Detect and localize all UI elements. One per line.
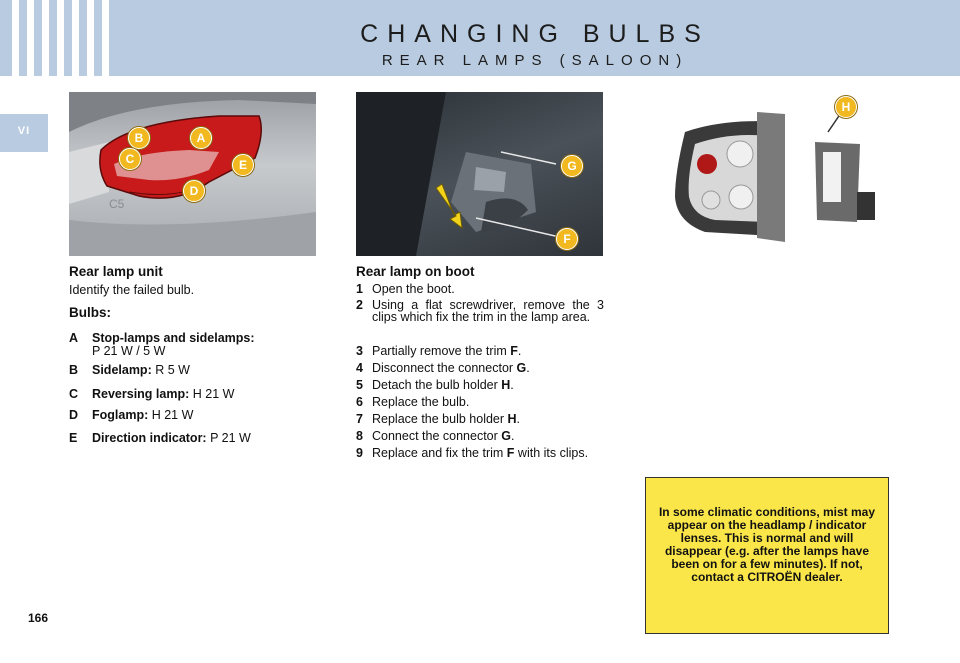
callout-e: E <box>232 154 254 176</box>
page-subtitle: REAR LAMPS (SALOON) <box>381 52 689 69</box>
callout-c: C <box>119 148 141 170</box>
step-number: 5 <box>356 378 363 392</box>
step-number: 7 <box>356 412 363 426</box>
bulb-value: P 21 W <box>210 431 251 445</box>
callout-f: F <box>556 228 578 250</box>
bulb-letter: C <box>69 387 79 401</box>
bulb-letter: E <box>69 431 78 445</box>
bulb-name: Direction indicator: P 21 W <box>92 431 251 445</box>
bulb-value: H 21 W <box>151 408 194 422</box>
callout-h: H <box>835 96 857 118</box>
header-stripe <box>87 0 94 76</box>
climate-note-box: In some climatic conditions, mist may appear on the headlamp / indicator lenses. This is normal and will disappear (e.g. after the lamps have been on for a few minutes). If not, contact a CITROËN dealer. <box>645 477 889 634</box>
page-number: 166 <box>28 611 49 625</box>
header-stripe <box>57 0 64 76</box>
bulb-letter: A <box>69 331 79 345</box>
bulb-name: Sidelamp: R 5 W <box>92 363 190 377</box>
header-stripe <box>27 0 34 76</box>
step-text: Using a flat screwdriver, remove the 3 clips which fix the trim in the lamp area. <box>372 298 604 324</box>
bulb-value: P 21 W / 5 W <box>92 344 166 358</box>
bulb-holder-illustration <box>645 92 890 256</box>
step-text: Connect the connector G. <box>372 429 515 443</box>
rear-lamp-illustration <box>69 92 316 256</box>
bulb-item-b <box>69 364 309 378</box>
bulb-name: Foglamp: H 21 W <box>92 408 194 422</box>
step-text: Disconnect the connector G. <box>372 361 530 375</box>
step-number: 2 <box>356 298 363 312</box>
header-stripe <box>12 0 19 76</box>
callout-a: A <box>190 127 212 149</box>
step-text: Open the boot. <box>372 282 455 296</box>
step-text: Detach the bulb holder H. <box>372 378 514 392</box>
step-text: Partially remove the trim F. <box>372 344 522 358</box>
rear-lamp-unit-heading: Rear lamp unit <box>69 264 163 279</box>
step-number: 9 <box>356 446 363 460</box>
callout-b: B <box>128 127 150 149</box>
section-tab: VI <box>0 114 48 152</box>
bulb-letter: D <box>69 408 79 422</box>
header-stripe <box>102 0 109 76</box>
rear-lamp-photo <box>69 92 316 256</box>
bulb-value: R 5 W <box>155 363 190 377</box>
step-text: Replace and fix the trim F with its clips. <box>372 446 589 460</box>
step-number: 6 <box>356 395 363 409</box>
bulb-value: H 21 W <box>192 387 235 401</box>
bulb-holder-photo <box>645 92 890 256</box>
bulb-letter: B <box>69 363 79 377</box>
callout-g: G <box>561 155 583 177</box>
svg-text:C5: C5 <box>109 197 125 211</box>
bulb-item-d <box>69 409 309 423</box>
step-text: Replace the bulb. <box>372 395 470 409</box>
bulb-item-c <box>69 388 309 402</box>
header-band <box>0 0 960 76</box>
bulbs-heading: Bulbs: <box>69 305 111 320</box>
step-number: 8 <box>356 429 363 443</box>
header-stripe <box>42 0 49 76</box>
bulb-item-a <box>69 332 309 362</box>
step-number: 3 <box>356 344 363 358</box>
step-number: 1 <box>356 282 363 296</box>
bulb-name: Stop-lamps and sidelamps: <box>92 331 255 345</box>
page-title: CHANGING BULBS <box>360 20 710 48</box>
step-text: Replace the bulb holder H. <box>372 412 521 426</box>
bulb-item-e <box>69 432 319 446</box>
header-stripe <box>72 0 79 76</box>
rear-lamp-unit-intro: Identify the failed bulb. <box>69 283 195 297</box>
bulb-name: Reversing lamp: H 21 W <box>92 387 235 401</box>
step-number: 4 <box>356 361 363 375</box>
boot-lamp-heading: Rear lamp on boot <box>356 264 475 279</box>
boot-lamp-photo <box>356 92 603 256</box>
callout-d: D <box>183 180 205 202</box>
